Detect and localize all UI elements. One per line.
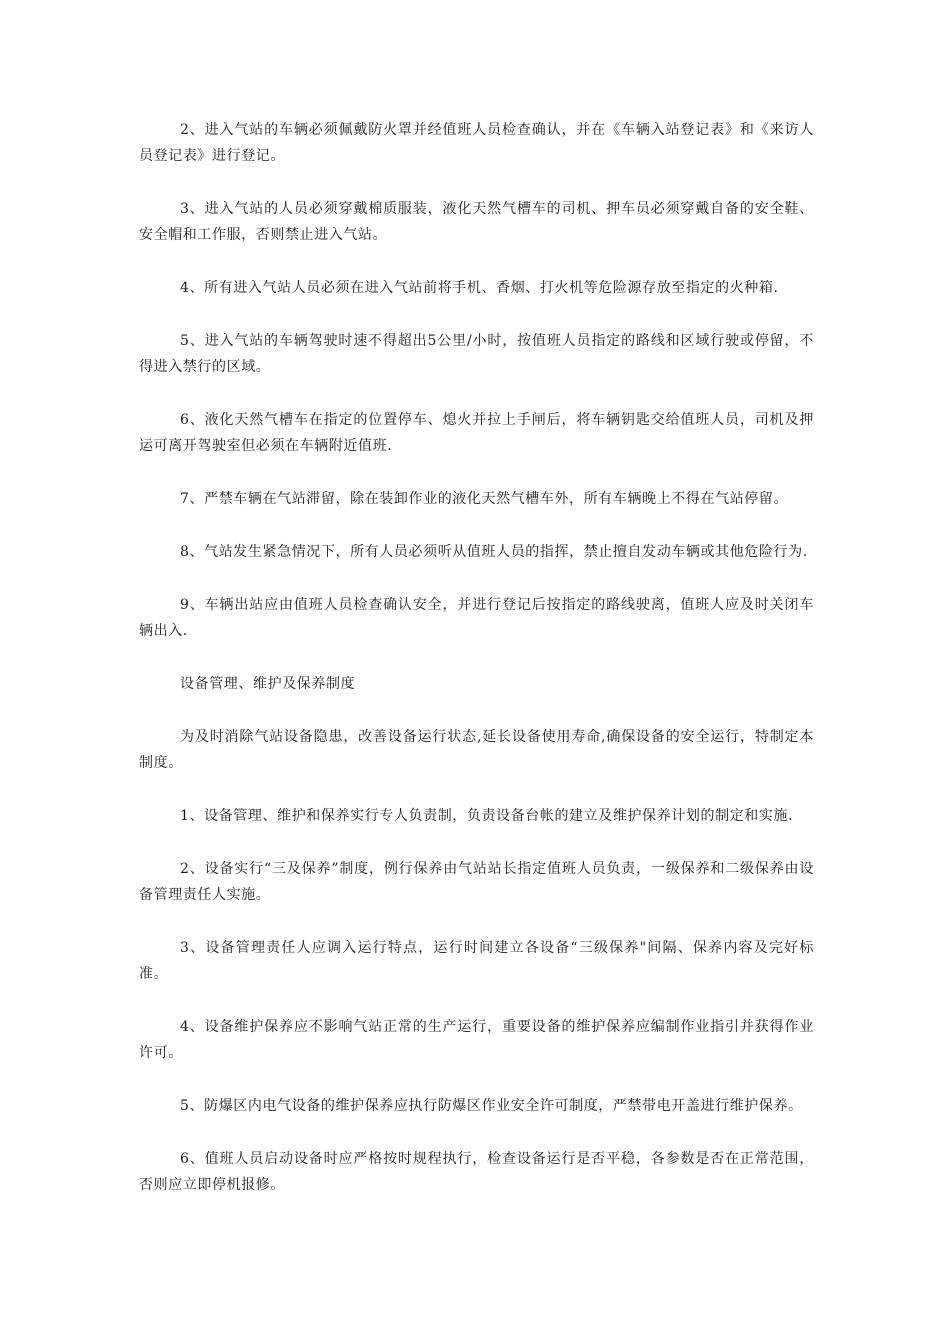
- section-heading-equipment: 设备管理、维护及保养制度: [180, 676, 356, 692]
- equipment-rule-1: 1、设备管理、维护和保养实行专人负责制，负责设备台帐的建立及维护保养计划的制定和实施.: [180, 808, 794, 824]
- equipment-rule-5: 5、防爆区内电气设备的维护保养应执行防爆区作业安全许可制度，严禁带电开盖进行维护保养。: [180, 1098, 803, 1114]
- rule-3-personnel-clothing: 3、进入气站的人员必须穿戴棉质服装，液化天然气槽车的司机、押车员必须穿戴自备的安全鞋、安全帽和工作服，否则禁止进入气站。: [139, 201, 814, 243]
- section-intro-equipment: 为及时消除气站设备隐患，改善设备运行状态,延长设备使用寿命,确保设备的安全运行，特制定本制度。: [139, 729, 814, 771]
- document-body: [139, 117, 814, 1225]
- rule-6-tanker-parking: 6、液化天然气槽车在指定的位置停车、熄火并拉上手闸后，将车辆钥匙交给值班人员，司机及押运可离开驾驶室但必须在车辆附近值班.: [139, 412, 814, 454]
- rule-8-emergency: 8、气站发生紧急情况下，所有人员必须听从值班人员的指挥，禁止擅自发动车辆或其他危险行为.: [180, 544, 808, 560]
- equipment-rule-6: 6、值班人员启动设备时应严格按时规程执行，检查设备运行是否平稳，各参数是否在正常范围，否则应立即停机报修。: [139, 1151, 814, 1193]
- rule-5-speed-limit: 5、进入气站的车辆驾驶时速不得超出5公里/小时，按值班人员指定的路线和区域行驶或停留，不得进入禁行的区域。: [139, 333, 814, 375]
- rule-9-vehicle-exit: 9、车辆出站应由值班人员检查确认安全，并进行登记后按指定的路线驶离，值班人应及时关闭车辆出入.: [139, 597, 814, 639]
- rule-4-hazard-storage: 4、所有进入气站人员必须在进入气站前将手机、香烟、打火机等危险源存放至指定的火种箱.: [180, 280, 779, 296]
- rule-7-no-loitering: 7、严禁车辆在气站滞留，除在装卸作业的液化天然气槽车外，所有车辆晚上不得在气站停留。: [180, 491, 789, 507]
- equipment-rule-2: 2、设备实行“三及保养”制度，例行保养由气站站长指定值班人员负责，一级保养和二级保养由设备管理责任人实施。: [139, 861, 814, 903]
- rule-2-vehicle-fire-cap: 2、进入气站的车辆必须佩戴防火罩并经值班人员检查确认，并在《车辆入站登记表》和《来访人员登记表》进行登记。: [139, 122, 814, 164]
- equipment-rule-4: 4、设备维护保养应不影响气站正常的生产运行，重要设备的维护保养应编制作业指引并获得作业许可。: [139, 1019, 814, 1061]
- equipment-rule-3: 3、设备管理责任人应调入运行特点，运行时间建立各设备“三级保养"间隔、保养内容及完好标准。: [139, 940, 814, 982]
